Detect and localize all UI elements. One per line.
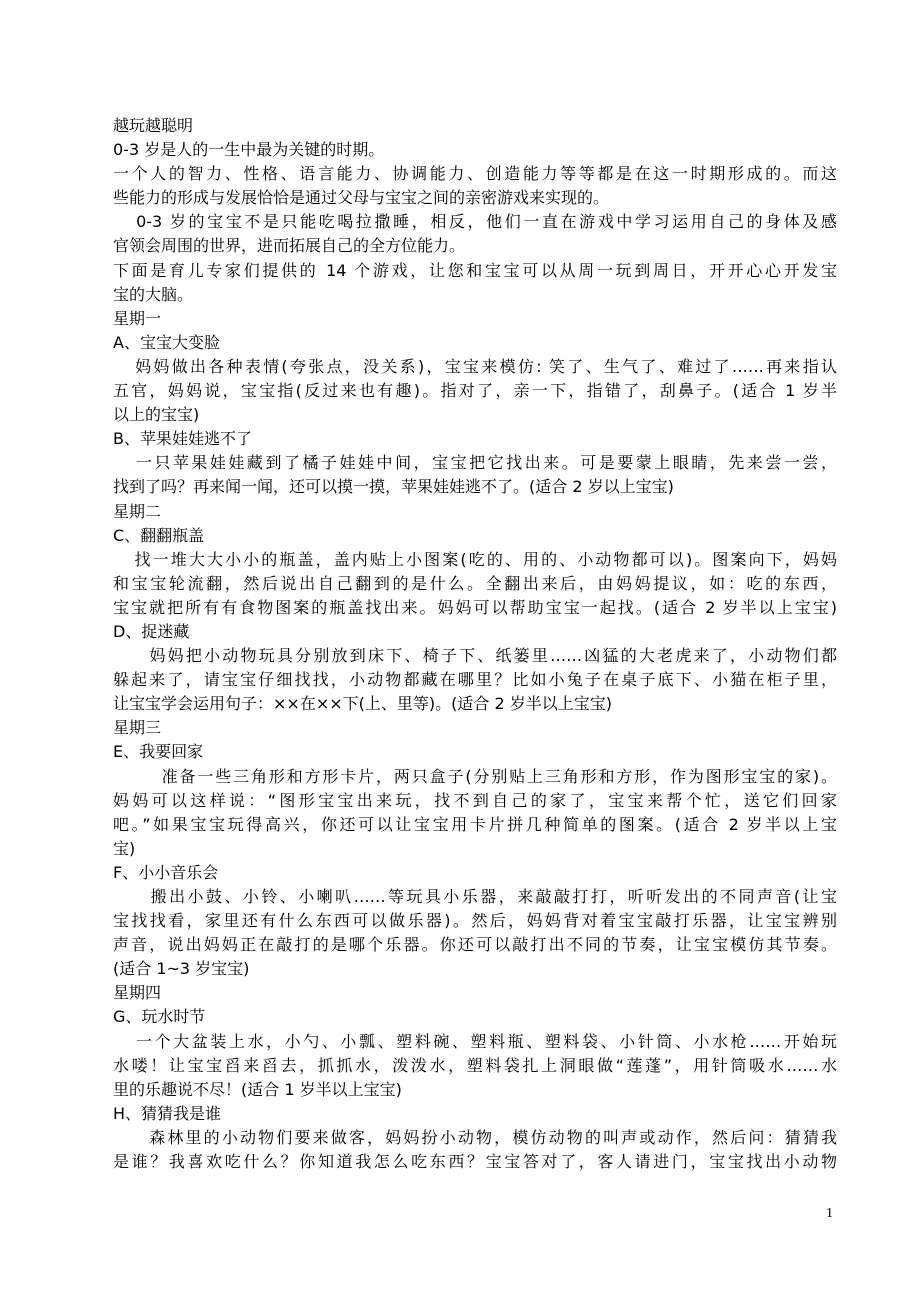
text-line: 妈妈可以这样说：“图形宝宝出来玩，找不到自己的家了，宝宝来帮个忙，送它们回家	[113, 790, 837, 810]
text-line: 找一堆大大小小的瓶盖，盖内贴上小图案(吃的、用的、小动物都可以)。图案向下，妈妈	[113, 549, 837, 569]
text-line: 找到了吗？再来闻一闻，还可以摸一摸，苹果娃娃逃不了。(适合 2 岁以上宝宝)	[113, 477, 674, 497]
text-line: 宝)	[113, 838, 136, 858]
text-line: 宝找找看，家里还有什么东西可以做乐器)。然后，妈妈背对着宝宝敲打乐器，让宝宝辨别	[113, 911, 837, 931]
text-line: 0-3 岁的宝宝不是只能吃喝拉撒睡，相反，他们一直在游戏中学习运用自己的身体及感	[113, 212, 837, 232]
text-line: 准备一些三角形和方形卡片，两只盒子(分别贴上三角形和方形，作为图形宝宝的家)。	[113, 766, 837, 786]
text-line: 和宝宝轮流翻，然后说出自己翻到的是什么。全翻出来后，由妈妈提议，如：吃的东西，	[113, 573, 837, 593]
text-line: 0-3 岁是人的一生中最为关键的时期。	[113, 140, 385, 160]
page-number: 1	[826, 1206, 833, 1221]
text-line: (适合 1~3 岁宝宝)	[113, 959, 250, 979]
text-line: 五官，妈妈说，宝宝指(反过来也有趣)。指对了，亲一下，指错了，刮鼻子。(适合 1 岁半	[113, 381, 837, 401]
document-body	[113, 114, 837, 1174]
text-line: C、翻翻瓶盖	[113, 525, 205, 545]
text-line: H、猜猜我是谁	[113, 1103, 222, 1123]
text-line: 官领会周围的世界，进而拓展自己的全方位能力。	[113, 236, 466, 256]
text-line: 是谁？我喜欢吃什么？你知道我怎么吃东西？宝宝答对了，客人请进门，宝宝找出小动物	[113, 1152, 837, 1172]
text-line: 星期四	[113, 983, 162, 1003]
text-line: 声音，说出妈妈正在敲打的是哪个乐器。你还可以敲打出不同的节奏，让宝宝模仿其节奏。	[113, 935, 837, 955]
text-line: 星期一	[113, 308, 162, 328]
text-line: 让宝宝学会运用句子：××在××下(上、里等)。(适合 2 岁半以上宝宝)	[113, 694, 612, 714]
text-line: 里的乐趣说不尽！(适合 1 岁半以上宝宝)	[113, 1079, 402, 1099]
text-line: 星期二	[113, 501, 162, 521]
text-line: 越玩越聪明	[113, 116, 194, 135]
text-line: 一个人的智力、性格、语言能力、协调能力、创造能力等等都是在这一时期形成的。而这	[113, 164, 837, 184]
text-line: 宝的大脑。	[113, 284, 194, 304]
text-line: 妈妈做出各种表情(夸张点，没关系)，宝宝来模仿: 笑了、生气了、难过了……再来指认	[113, 356, 837, 376]
text-line: 吧。”如果宝宝玩得高兴，你还可以让宝宝用卡片拼几种简单的图案。(适合 2 岁半以上宝	[113, 814, 837, 834]
text-line: 水喽！让宝宝舀来舀去，抓抓水，泼泼水，塑料袋扎上洞眼做“莲蓬”，用针筒吸水……水	[113, 1055, 837, 1075]
text-line: 些能力的形成与发展恰恰是通过父母与宝宝之间的亲密游戏来实现的。	[113, 188, 610, 208]
text-line: 下面是育儿专家们提供的 14 个游戏，让您和宝宝可以从周一玩到周日，开开心心开发宝	[113, 260, 837, 280]
text-line: G、玩水时节	[113, 1007, 206, 1027]
text-line: 妈妈把小动物玩具分别放到床下、椅子下、纸篓里……凶猛的大老虎来了，小动物们都	[113, 646, 837, 666]
text-line: 一个大盆装上水，小勺、小瓢、塑料碗、塑料瓶、塑料袋、小针筒、小水枪……开始玩	[113, 1031, 837, 1051]
text-line: 搬出小鼓、小铃、小喇叭……等玩具小乐器，来敲敲打打，听听发出的不同声音(让宝	[113, 887, 837, 906]
text-line: 宝宝就把所有有食物图案的瓶盖找出来。妈妈可以帮助宝宝一起找。(适合 2 岁半以上宝宝)	[113, 597, 837, 617]
text-line: 以上的宝宝)	[113, 405, 200, 425]
text-line: 一只苹果娃娃藏到了橘子娃娃中间，宝宝把它找出来。可是要蒙上眼睛，先来尝一尝，	[113, 453, 837, 473]
text-line: D、捉迷藏	[113, 621, 190, 641]
text-line: A、宝宝大变脸	[113, 332, 220, 352]
text-line: 躲起来了，请宝宝仔细找找，小动物都藏在哪里？比如小兔子在桌子底下、小猫在柜子里，	[113, 670, 837, 690]
text-line: F、小小音乐会	[113, 862, 219, 882]
text-line: 森林里的小动物们要来做客，妈妈扮小动物，模仿动物的叫声或动作，然后问：猜猜我	[113, 1127, 837, 1147]
text-line: 星期三	[113, 718, 162, 738]
text-line: B、苹果娃娃逃不了	[113, 429, 252, 449]
text-line: E、我要回家	[113, 742, 204, 762]
